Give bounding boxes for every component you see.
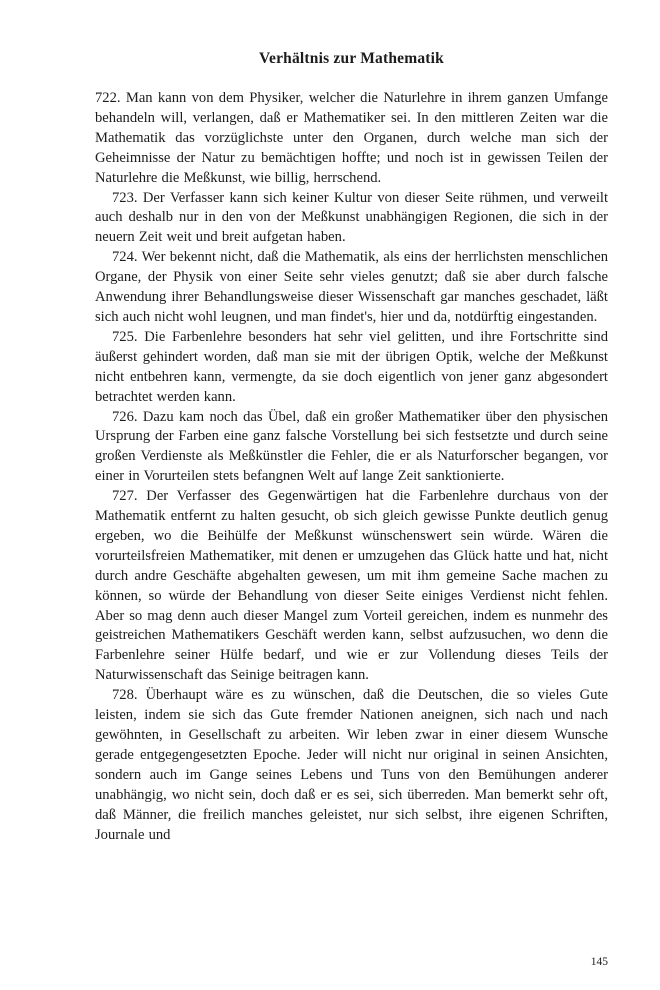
paragraph-722: 722. Man kann von dem Physiker, welcher die Naturlehre in ihrem ganzen Umfange behandeln will, verlangen, daß er Mathematiker sei. In den mittleren Zeiten war die Mathematik das vorzüglichste unter den Organen, durch welche man sich der Geheimnisse der Natur zu bemächtigen hoffte; und noch ist in gewissen Teilen der Naturlehre die Meßkunst, wie billig, herrschend. (95, 90, 608, 186)
body-text (95, 89, 608, 845)
paragraph-728: 728. Überhaupt wäre es zu wünschen, daß die Deutschen, die so vieles Gute leisten, indem sie sich das Gute fremder Nationen aneignen, sich nach und nach gewöhnten, in Gesellschaft zu arbeiten. Wir leben zwar in einer diesem Wunsche gerade entgegengesetzten Epoche. Jeder will nicht nur original in seinen Ansichten, sondern auch im Gange seines Lebens und Tuns von den Bemühungen anderer unabhängig, wo nicht sein, doch daß er es sei, sich überreden. Man bemerkt sehr oft, daß Männer, die freilich manches geleistet, nur sich selbst, ihre eigenen Schriften, Journale und (95, 687, 608, 843)
paragraph-724: 724. Wer bekennt nicht, daß die Mathematik, als eins der herrlichsten menschlichen Organe, der Physik von einer Seite sehr vieles genutzt; daß sie aber durch falsche Anwendung ihrer Behandlungsweise dieser Wissenschaft gar manches geschadet, läßt sich auch nicht wohl leugnen, und man findet's, hier und da, notdürftig eingestanden. (95, 249, 608, 325)
page-number: 145 (590, 956, 608, 968)
paragraph-727: 727. Der Verfasser des Gegenwärtigen hat die Farbenlehre durchaus von der Mathematik entfernt zu halten gesucht, ob sich gleich gewisse Punkte deutlich genug ergeben, wo die Beihülfe der Meßkunst wünschenswert sein würde. Wären die vorurteilsfreien Mathematiker, mit denen er umzugehen das Glück hatte und hat, nicht durch andre Geschäfte abgehalten gewesen, um mit ihm gemeine Sache machen zu können, so würde der Behandlung von dieser Seite einiges Verdienst nicht fehlen. Aber so mag denn auch dieser Mangel zum Vorteil gereichen, indem es nunmehr des geistreichen Mathematikers Geschäft werden kann, selbst aufzusuchen, wo denn die Farbenlehre seiner Hülfe bedarf, und wie er zur Vollendung dieses Teils der Naturwissenschaft das Seinige beitragen kann. (95, 488, 608, 684)
paragraph-726: 726. Dazu kam noch das Übel, daß ein großer Mathematiker über den physischen Ursprung der Farben eine ganz falsche Vorstellung bei sich festsetzte und durch seine großen Verdienste als Meßkünstler die Fehler, die er als Naturforscher begangen, vor einer in Vorurteilen stets befangnen Welt auf lange Zeit sanktionierte. (95, 408, 608, 485)
paragraph-723: 723. Der Verfasser kann sich keiner Kultur von dieser Seite rühmen, und verweilt auch deshalb nur in den von der Meßkunst unabhängigen Regionen, die sich in der neuern Zeit weit und breit aufgetan haben. (95, 189, 608, 246)
paragraph-725: 725. Die Farbenlehre besonders hat sehr viel gelitten, und ihre Fortschritte sind äußerst gehindert worden, daß man sie mit der übrigen Optik, welche der Meßkunst nicht entbehren kann, vermengte, da sie doch eigentlich von jener ganz abgesondert betrachtet werden kann. (95, 328, 608, 405)
chapter-title: Verhältnis zur Mathematik (259, 50, 444, 67)
